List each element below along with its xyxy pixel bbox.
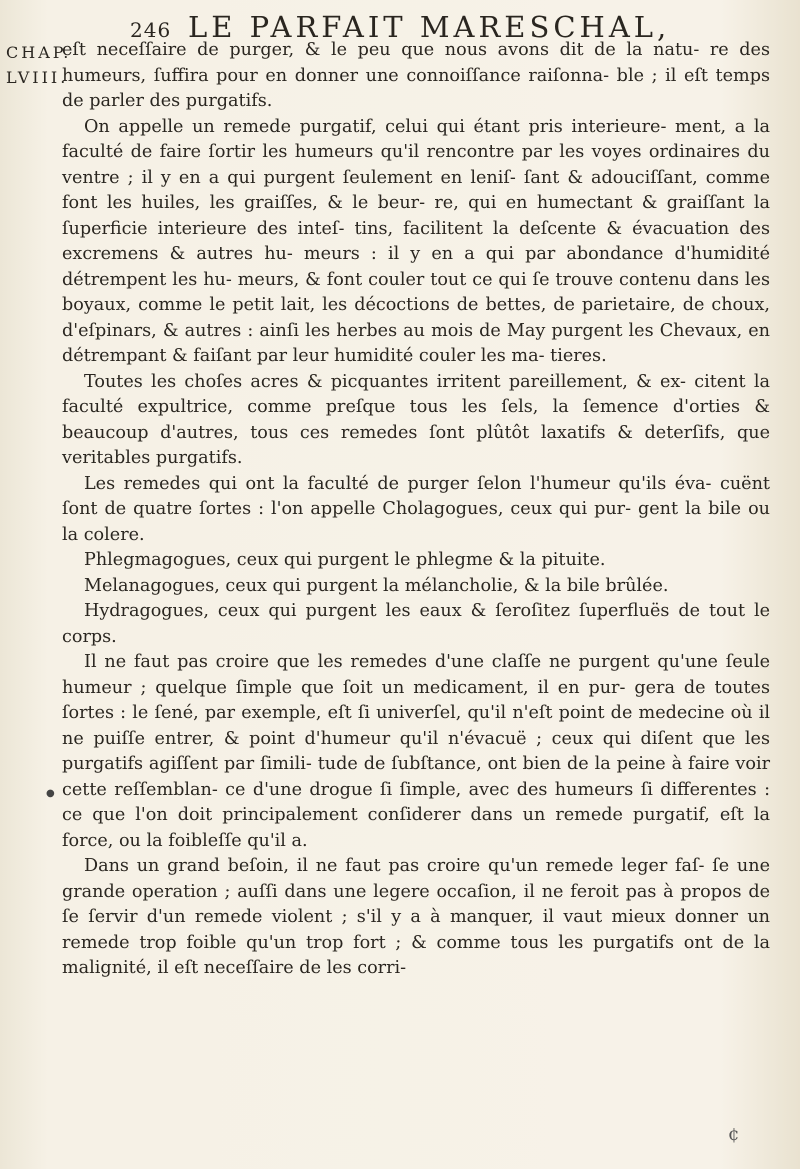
paragraph: On appelle un remede purgatif, celui qui étant pris interieure- ment, a la faculté de faire ſortir les humeurs qu'il rencontre par les voyes ordinaires du ventre ; il y en a qui purgent ſeulement en leniſ- ſant & adouciſſant, comme font les huiles, les graiſſes, & le beur- re, qui en humectant & graiſſant la ſuperficie interieure des inteſ- tins, facilitent la deſcente & évacuation des excremens & autres hu- meurs : il y en a qui par abondance d'humidité détrempent les hu- meurs, & font couler tout ce qui ſe trouve contenu dans les boyaux, comme le petit lait, les décoctions de bettes, de parietaire, de choux, d'eſpinars, & autres : ainſi les herbes au mois de May purgent les Chevaux, en détrempant & faiſant par leur humidité couler les ma- tieres. [62,116,770,366]
paragraph: Hydragogues, ceux qui purgent les eaux & ſeroſitez ſuperfluës de tout le corps. [62,601,770,647]
chapter-number: LVIII. [6,68,69,87]
paragraph: eſt neceſſaire de purger, & le peu que nous avons dit de la natu- re des humeurs, ſuffira pour en donner une connoiſſance raiſonna- ble ; il eſt temps de parler des purgatifs. [62,40,770,111]
chapter-label: CHAP. [6,43,72,62]
paragraph: Phlegmagogues, ceux qui purgent le phlegme & la pituite. [84,550,606,570]
paragraph: Melanagogues, ceux qui purgent la mélancholie, & la bile brûlée. [84,575,669,596]
paragraph: Toutes les choſes acres & picquantes irritent pareillement, & ex- citent la faculté expultrice, comme preſque tous les ſels, la ſemence d'orties & beaucoup d'autres, tous ces remedes ſont plûtôt laxatifs & deterſifs, que veritables purgatifs. [62,371,770,468]
page-number: 246 [130,18,172,42]
paragraph: Dans un grand beſoin, il ne faut pas croire qu'un remede leger faſ- ſe une grande operation ; auſſi dans une legere occaſion, il ne feroit pas à propos de ſe ſervir d'un remede violent ; s'il y a à manquer, il vaut mieux donner un remede trop foible qu'un trop fort ; & comme tous les purgatifs ont de la malignité, il eſt neceſſaire de les corri- [62,856,770,978]
margin-dot: ● [46,788,55,799]
body-text [62,38,770,982]
footer-mark: ¢ [728,1124,740,1145]
running-head: LE PARFAIT MARESCHAL, [188,10,671,44]
paragraph: Les remedes qui ont la faculté de purger ſelon l'humeur qu'ils éva- cuënt ſont de quatre ſortes : l'on appelle Cholagogues, ceux qui pur- gent la bile ou la colere. [62,473,770,545]
paragraph: Il ne faut pas croire que les remedes d'une claſſe ne purgent qu'une ſeule humeur ; quelque ſimple que ſoit un medicament, il en pur- gera de toutes ſortes : le ſené, par exemple, eſt ſi univerſel, qu'il n'eſt point de medecine où il ne puiſſe entrer, & point d'humeur qu'il n'évacuë ; ceux qui diſent que les purgatifs agiſſent par ſimili- tude de ſubſtance, ont bien de la peine à faire voir cette reſſemblan- ce d'une drogue ſi ſimple, avec des humeurs ſi differentes : ce que l'on doit principalement conſiderer dans un remede purgatif, eſt la force, ou la foibleſſe qu'il a. [62,652,770,851]
